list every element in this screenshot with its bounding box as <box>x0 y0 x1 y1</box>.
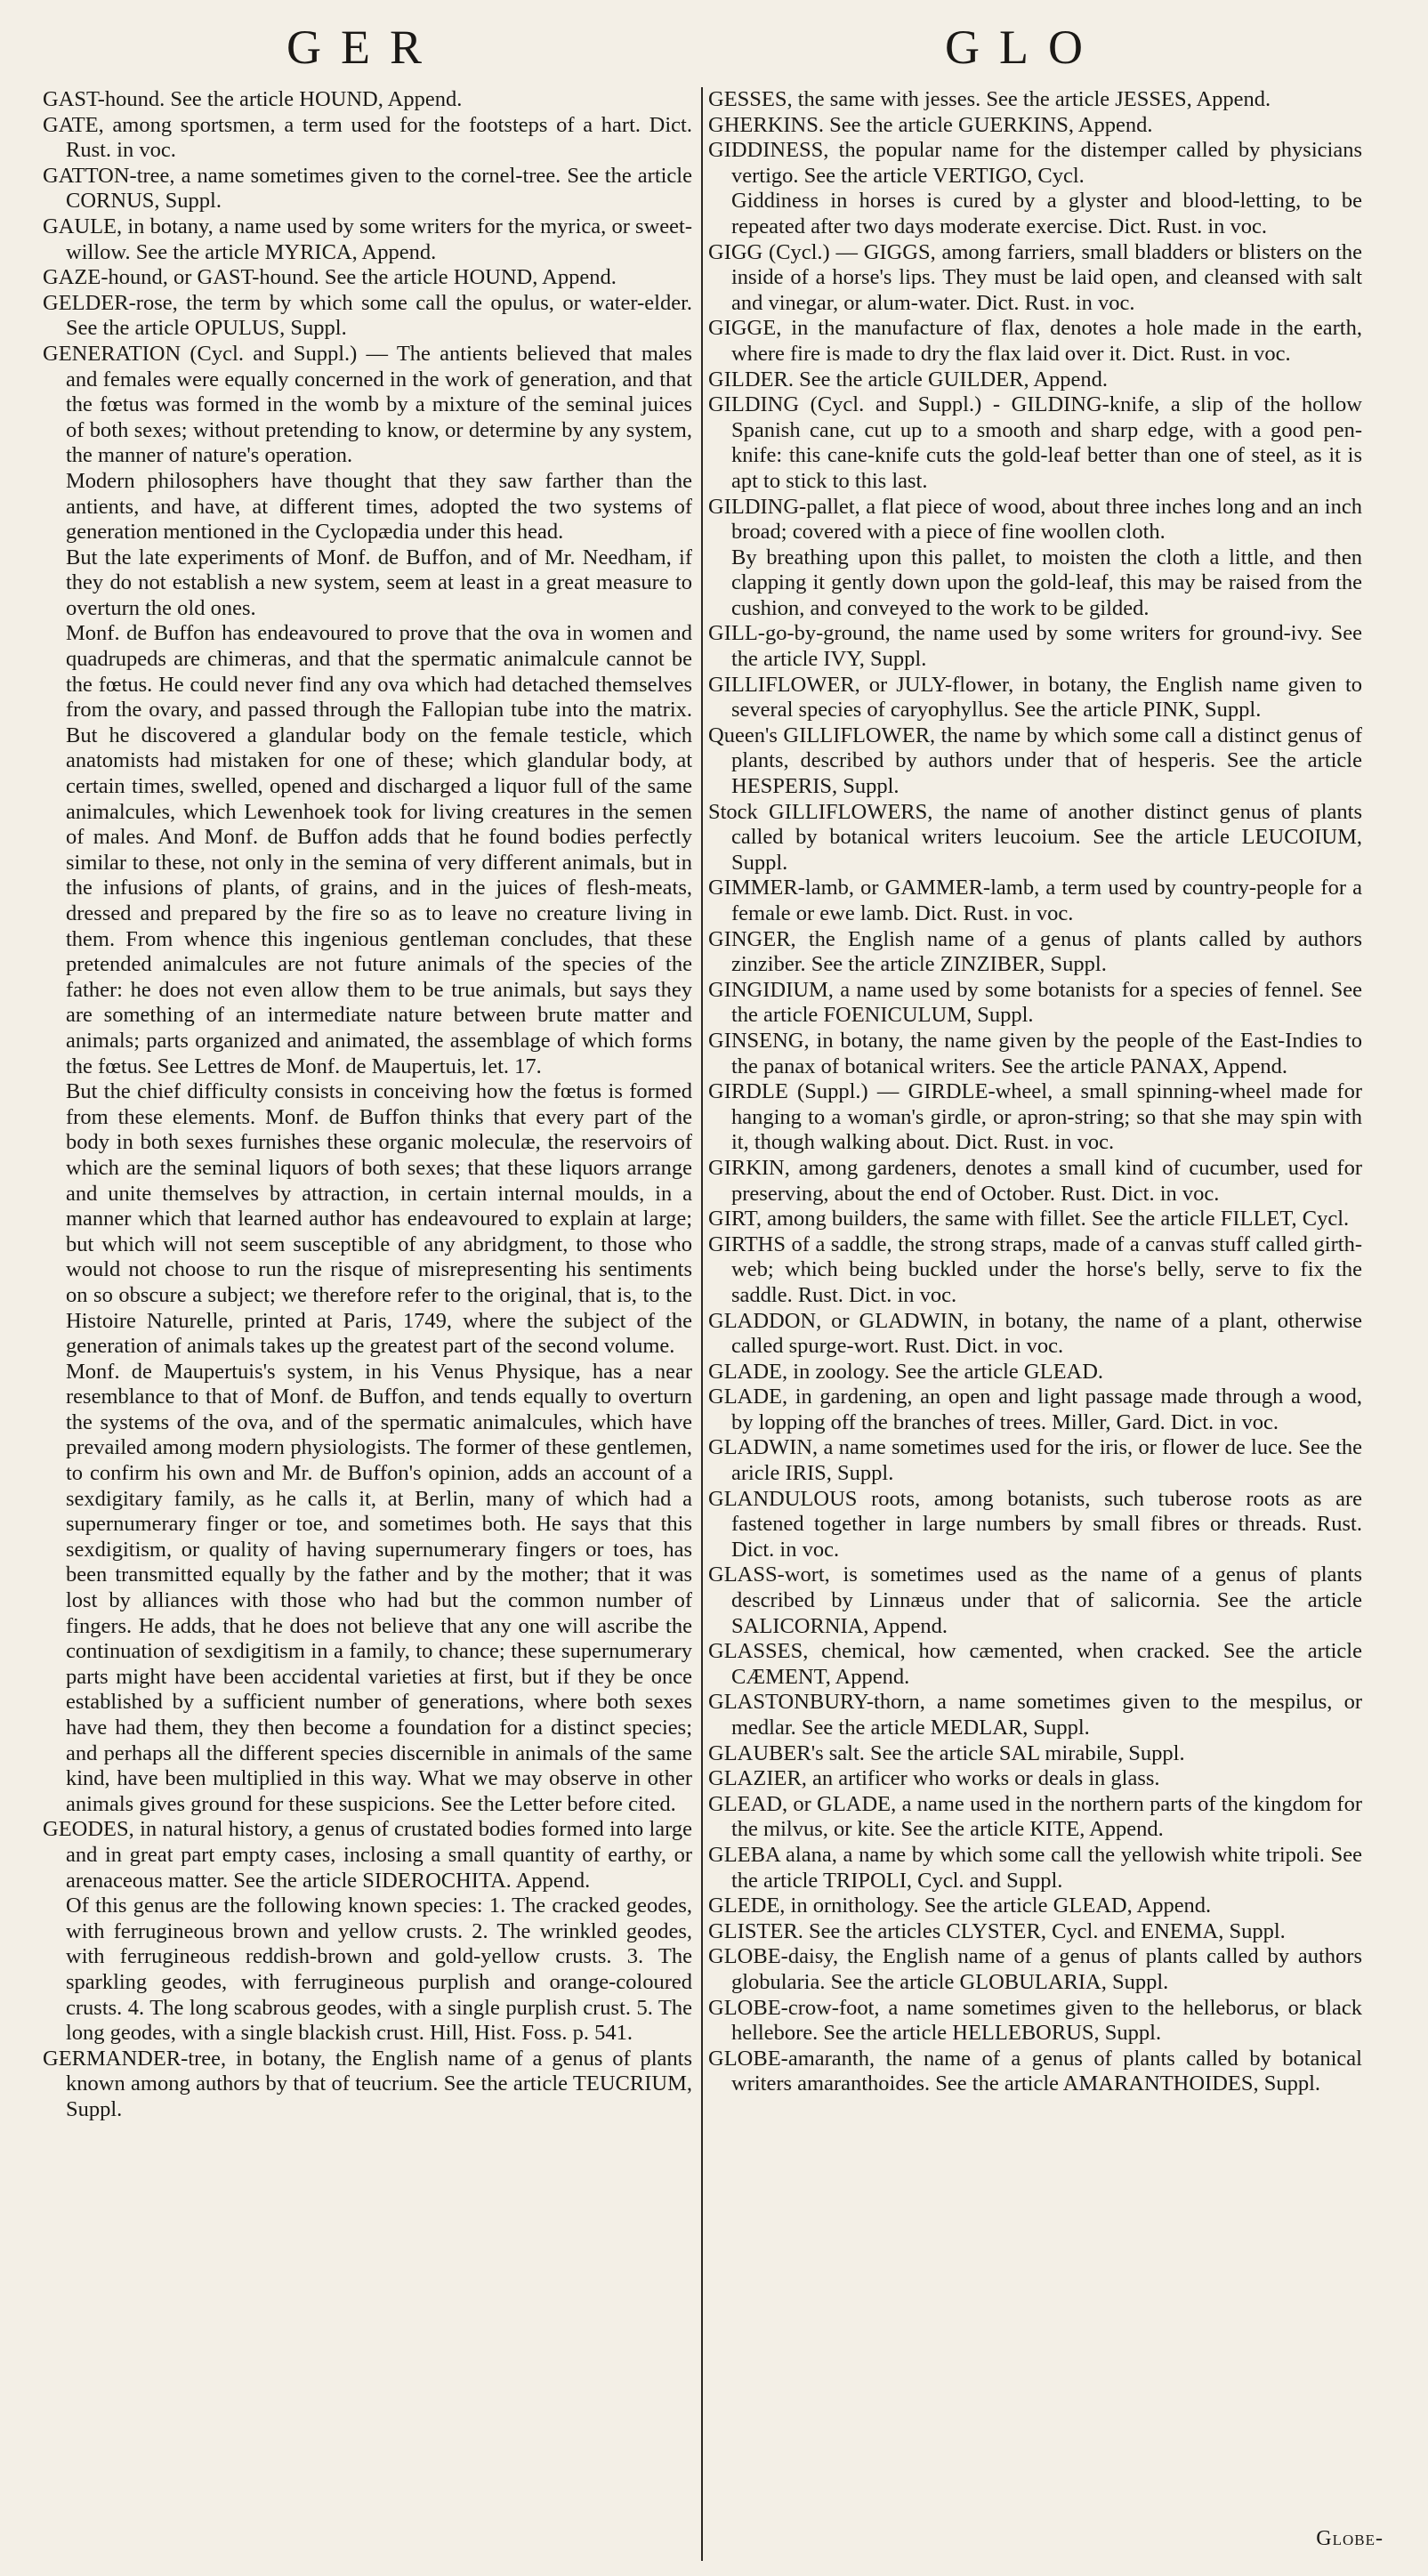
dictionary-entry: GLADWIN, a name sometimes used for the iris, or flower de luce. See the aricle IRIS, Suppl. <box>708 1435 1362 1486</box>
dictionary-entry: GLASSES, chemical, how cæmented, when cracked. See the article CÆMENT, Append. <box>708 1639 1362 1689</box>
dictionary-entry: GINSENG, in botany, the name given by the people of the East-Indies to the panax of botanical writers. See the article PANAX, Append. <box>708 1028 1362 1078</box>
dictionary-entry: GESSES, the same with jesses. See the article JESSES, Append. <box>708 87 1271 111</box>
dictionary-entry: GINGER, the English name of a genus of plants called by authors zinziber. See the article ZINZIBER, Suppl. <box>708 926 1362 977</box>
left-column <box>43 87 692 2570</box>
dictionary-entry: GELDER-rose, the term by which some call the opulus, or water-elder. See the article OPULUS, Suppl. <box>43 290 692 341</box>
entry-paragraph: By breathing upon this pallet, to moisten the cloth a little, and then clapping it gently down upon the gold-leaf, this may be raised from the cushion, and conveyed to the work to be gilded. <box>731 545 1362 620</box>
dictionary-entry: GILLIFLOWER, or JULY-flower, in botany, the English name given to several species of caryophyllus. See the article PINK, Suppl. <box>708 672 1362 723</box>
dictionary-entry: GAZE-hound, or GAST-hound. See the article HOUND, Append. <box>43 265 617 290</box>
catchword: Globe- <box>1316 2527 1384 2550</box>
dictionary-entry: GINGIDIUM, a name used by some botanists for a species of fennel. See the article FOENICULUM, Suppl. <box>708 977 1362 1028</box>
dictionary-entry: GLAZIER, an artificer who works or deals in glass. <box>708 1766 1160 1791</box>
dictionary-entry: GIRTHS of a saddle, the strong straps, made of a canvas stuff called girth-web; which being buckled under the horse's belly, serve to fix the saddle. Rust. Dict. in voc. <box>708 1231 1362 1307</box>
dictionary-entry: GILL-go-by-ground, the name used by some writers for ground-ivy. See the article IVY, Suppl. <box>708 621 1362 672</box>
entry-paragraph: Monf. de Maupertuis's system, in his Venus Physique, has a near resemblance to that of Monf. de Buffon, and tends equally to overturn the systems of the ova, and of the spermatic animalcules, which have prevailed among modern physiologists. The former of these gentlemen, to confirm his own and Mr. de Buffon's opinion, adds an account of a sexdigitary family, as he calls it, at Berlin, many of which had a supernumerary finger or toe, and sometimes both. He says that this sexdigitism, or quality of having supernumerary fingers or toes, has been transmitted equally by the father and by the mother; that it was lost by alliances with those who had but the common number of fingers. He adds, that he does not believe that any one will ascribe the continuation of sexdigitism in a family, to chance; these supernumerary parts might have been accidental varieties at first, but if they be once established by a sufficient number of generations, where both sexes have had them, they then become a foundation for a distinct species; and perhaps all the different species discernible in animals of the same kind, have been multiplied in this way. What we may observe in other animals gives ground for these suspicions. See the Letter before cited. <box>66 1359 692 1816</box>
dictionary-entry: GLAUBER's salt. See the article SAL mirabile, Suppl. <box>708 1740 1185 1765</box>
dictionary-entry: GIRKIN, among gardeners, denotes a small kind of cucumber, used for preserving, about the end of October. Rust. Dict. in voc. <box>708 1155 1362 1206</box>
running-head-right: GLO <box>945 20 1102 74</box>
dictionary-entry: GLASS-wort, is sometimes used as the name of a genus of plants described by Linnæus under that of salicornia. See the article SALICORNIA, Append. <box>708 1563 1362 1638</box>
dictionary-entry: GAULE, in botany, a name used by some writers for the myrica, or sweet-willow. See the article MYRICA, Append. <box>43 214 692 264</box>
dictionary-entry: GLANDULOUS roots, among botanists, such tuberose roots as are fastened together in large numbers by small fibres or threads. Rust. Dict. in voc. <box>708 1486 1362 1562</box>
dictionary-entry: GIMMER-lamb, or GAMMER-lamb, a term used by country-people for a female or ewe lamb. Dict. Rust. in voc. <box>708 876 1362 925</box>
dictionary-entry: GATE, among sportsmen, a term used for the footsteps of a hart. Dict. Rust. in voc. <box>43 112 692 163</box>
dictionary-entry: GLISTER. See the articles CLYSTER, Cycl. and ENEMA, Suppl. <box>708 1918 1286 1943</box>
entry-paragraph: Modern philosophers have thought that they saw farther than the antients, and have, at different times, adopted the two systems of generation mentioned in the Cyclopædia under this head. <box>66 468 692 545</box>
dictionary-entry: Queen's GILLIFLOWER, the name by which some call a distinct genus of plants, described by authors under that of hesperis. See the article HESPERIS, Suppl. <box>708 723 1362 799</box>
dictionary-entry: GILDING-pallet, a flat piece of wood, about three inches long and an inch broad; covered with a piece of fine woollen cloth. <box>708 494 1362 545</box>
dictionary-entry: GILDING (Cycl. and Suppl.) - GILDING-knife, a slip of the hollow Spanish cane, cut up to a smooth and sharp edge, with a good pen-knife: this cane-knife cuts the gold-leaf better than one of steel, as it is apt to stick to this last. <box>708 392 1362 493</box>
dictionary-entry: GLEBA alana, a name by which some call the yellowish white tripoli. See the article TRIPOLI, Cycl. and Suppl. <box>708 1842 1362 1893</box>
dictionary-entry: GERMANDER-tree, in botany, the English name of a genus of plants known among authors by that of teucrium. See the article TEUCRIUM, Suppl. <box>43 2046 692 2121</box>
dictionary-entry: Stock GILLIFLOWERS, the name of another distinct genus of plants called by botanical writers leucoium. See the article LEUCOIUM, Suppl. <box>708 799 1362 875</box>
dictionary-entry: GLOBE-amaranth, the name of a genus of plants called by botanical writers amaranthoides. See the article AMARANTHOIDES, Suppl. <box>708 2046 1362 2096</box>
dictionary-entry: GLEAD, or GLADE, a name used in the northern parts of the kingdom for the milvus, or kite. See the article KITE, Append. <box>708 1791 1362 1842</box>
dictionary-entry: GLOBE-daisy, the English name of a genus of plants called by authors globularia. See the article GLOBULARIA, Suppl. <box>708 1944 1362 1994</box>
running-head-left: GER <box>286 20 441 74</box>
right-column <box>708 87 1362 2570</box>
dictionary-entry: GLADDON, or GLADWIN, in botany, the name of a plant, otherwise called spurge-wort. Rust. Dict. in voc. <box>708 1308 1362 1359</box>
dictionary-entry: GLADE, in gardening, an open and light passage made through a wood, by lopping off the branches of trees. Miller, Gard. Dict. in voc. <box>708 1385 1362 1434</box>
dictionary-entry: GIDDINESS, the popular name for the distemper called by physicians vertigo. See the article VERTIGO, Cycl. <box>708 138 1362 188</box>
entry-paragraph: But the late experiments of Monf. de Buffon, and of Mr. Needham, if they do not establish a new system, seem at least in a great measure to overturn the old ones. <box>66 545 692 620</box>
dictionary-entry: GHERKINS. See the article GUERKINS, Append. <box>708 112 1153 137</box>
entry-paragraph: Of this genus are the following known species: 1. The cracked geodes, with ferrugineous brown and yellow crusts. 2. The wrinkled geodes, with ferrugineous reddish-brown and gold-yellow crusts. 3. The sparkling geodes, with ferruginеous purplish and orange-coloured crusts. 4. The long scabrous geodes, with a single purplish crust. 5. The long geodes, with a single blackish crust. Hill, Hist. Foss. p. 541. <box>66 1894 692 2046</box>
dictionary-entry: GLEDE, in ornithology. See the article GLEAD, Append. <box>708 1894 1212 1918</box>
dictionary-entry: GIGG (Cycl.) — GIGGS, among farriers, small bladders or blisters on the inside of a horse's lips. They must be laid open, and cleansed with salt and vinegar, or alum-water. Dict. Rust. in voc. <box>708 239 1362 315</box>
dictionary-entry: GEODES, in natural history, a genus of crustated bodies formed into large and in great part empty cases, inclosing a small quantity of earthy, or arenaceous matter. See the article SIDEROCHITA. Append. <box>43 1817 692 1893</box>
dictionary-entry: GIRDLE (Suppl.) — GIRDLE-wheel, a small spinning-wheel made for hanging to a woman's girdle, or apron-string; so that she may spin with it, though walking about. Dict. Rust. in voc. <box>708 1079 1362 1155</box>
column-divider <box>701 87 703 2561</box>
dictionary-entry: GLADE, in zoology. See the article GLEAD. <box>708 1359 1104 1384</box>
entry-paragraph: Giddiness in horses is cured by a glyster and blood-letting, to be repeated after two days moderate exercise. Dict. Rust. in voc. <box>731 189 1362 238</box>
dictionary-entry: GATTON-tree, a name sometimes given to the cornel-tree. See the article CORNUS, Suppl. <box>43 163 692 214</box>
dictionary-entry: GIRT, among builders, the same with fillet. See the article FILLET, Cycl. <box>708 1207 1350 1231</box>
dictionary-entry: GLASTONBURY-thorn, a name sometimes given to the mespilus, or medlar. See the article MEDLAR, Suppl. <box>708 1690 1362 1740</box>
dictionary-entry: GAST-hound. See the article HOUND, Append. <box>43 87 463 111</box>
entry-paragraph: Monf. de Buffon has endeavoured to prove that the ova in women and quadrupeds are chimeras, and that the spermatic animalcule cannot be the fœtus. He could never find any ova which had detached themselves from the ovary, and passed through the Fallopian tube into the matrix. But he discovered a glandular body on the female testicle, which anatomists had mistaken for one of these; which glandular body, at certain times, swelled, opened and discharged a liquor full of the same animalcules, which Lewenhoek took for living creatures in the semen of males. And Monf. de Buffon adds that he found bodies perfectly similar to these, not only in the semina of very different animals, but in the infusions of plants, of grains, and in the juices of flesh-meats, dressed and prepared by the fire so as to leave no creature living in them. From whence this ingenious gentleman concludes, that these pretended animalcules are not future animals of the species of the father: he does not even allow them to be true animals, but says they are something of an intermediate nature between brute matter and animals; parts organized and animated, the assemblage of which forms the fœtus. See Lettres de Monf. de Maupertuis, let. 17. <box>66 621 692 1078</box>
dictionary-entry: GLOBE-crow-foot, a name sometimes given to the helleborus, or black hellebore. See the article HELLEBORUS, Suppl. <box>708 1995 1362 2046</box>
dictionary-entry: GILDER. See the article GUILDER, Append. <box>708 367 1109 392</box>
dictionary-entry: GENERATION (Cycl. and Suppl.) — The antients believed that males and females were equally concerned in the work of generation, and that the fœtus was formed in the womb by a mixture of the seminal juices of both sexes; without pretending to know, or determine by any system, the manner of nature's operation. <box>43 341 692 468</box>
dictionary-entry: GIGGE, in the manufacture of flax, denotes a hole made in the earth, where fire is made to dry the flax laid over it. Dict. Rust. in voc. <box>708 316 1362 366</box>
entry-paragraph: But the chief difficulty consists in conceiving how the fœtus is formed from these elements. Monf. de Buffon thinks that every part of the body in both sexes furnishes these organic moleculæ, the reservoirs of which are the seminal liquors of both sexes; that these liquors arrange and unite themselves by attraction, in certain internal moulds, in a manner which that learned author has endeavoured to explain at large; but which will not seem susceptible of any abridgment, to those who would not choose to run the risque of misrepresenting his sentiments on so obscure a subject; we therefore refer to the original, that is, to the Histoire Naturelle, printed at Paris, 1749, where the subject of the generation of animals takes up the greatest part of the second volume. <box>66 1079 692 1359</box>
